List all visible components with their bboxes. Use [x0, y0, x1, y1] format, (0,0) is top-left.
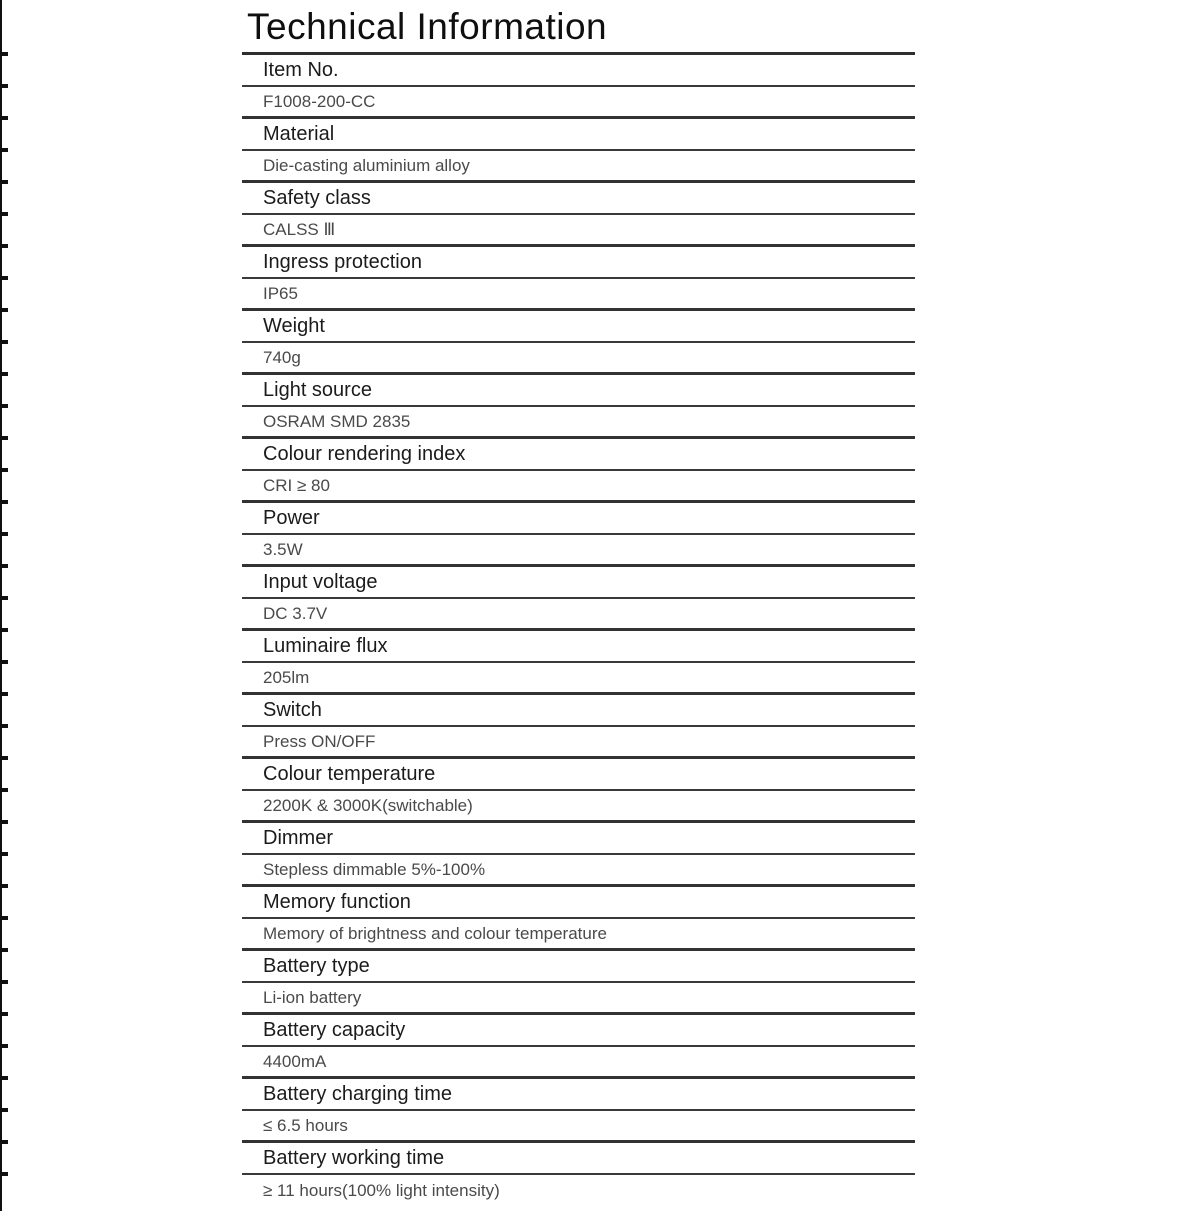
spec-value: ≤ 6.5 hours: [263, 1115, 348, 1135]
spec-value-row: [242, 599, 915, 631]
spec-label-row: [242, 1143, 915, 1175]
spec-label: Ingress protection: [263, 250, 422, 273]
spec-value-row: [242, 1175, 915, 1207]
spec-label-row: [242, 1079, 915, 1111]
spec-label: Switch: [263, 698, 322, 721]
spec-value: DC 3.7V: [263, 603, 328, 623]
spec-label-row: [242, 55, 915, 87]
page-title: Technical Information: [247, 6, 608, 47]
spec-value-row: [242, 1111, 915, 1143]
spec-value: Stepless dimmable 5%-100%: [263, 859, 486, 879]
spec-value: CALSS Ⅲ: [263, 219, 336, 239]
spec-value-row: [242, 791, 915, 823]
spec-value-row: [242, 727, 915, 759]
spec-label: Battery charging time: [263, 1082, 452, 1105]
spec-label: Colour rendering index: [263, 442, 466, 465]
spec-value-row: [242, 87, 915, 119]
spec-label: Input voltage: [263, 570, 378, 593]
spec-label-row: [242, 183, 915, 215]
spec-label-row: [242, 1015, 915, 1047]
spec-value: CRI ≥ 80: [263, 475, 330, 495]
spec-label: Light source: [263, 378, 372, 401]
spec-label: Battery capacity: [263, 1018, 406, 1041]
spec-value-row: [242, 983, 915, 1015]
spec-value: Memory of brightness and colour temperature: [263, 923, 607, 943]
row-tick-marks: [2, 24, 8, 1180]
spec-value-row: [242, 343, 915, 375]
spec-value-row: [242, 535, 915, 567]
spec-label-row: [242, 503, 915, 535]
spec-label-row: [242, 631, 915, 663]
spec-value-row: [242, 1047, 915, 1079]
spec-value: 4400mA: [263, 1051, 327, 1071]
spec-value: ≥ 11 hours(100% light intensity): [263, 1181, 500, 1200]
spec-label-row: [242, 247, 915, 279]
spec-label: Battery type: [263, 954, 370, 977]
spec-value-row: [242, 215, 915, 247]
spec-label: Safety class: [263, 186, 371, 209]
spec-label: Colour temperature: [263, 762, 436, 785]
spec-label-row: [242, 439, 915, 471]
spec-label-row: [242, 375, 915, 407]
spec-value-row: [242, 663, 915, 695]
spec-label-row: [242, 567, 915, 599]
spec-value: Die-casting aluminium alloy: [263, 155, 470, 175]
spec-value: 740g: [263, 347, 301, 367]
spec-label: Material: [263, 122, 335, 145]
spec-label: Memory function: [263, 890, 411, 913]
spec-label: Weight: [263, 314, 325, 337]
spec-label-row: [242, 119, 915, 151]
spec-label-row: [242, 759, 915, 791]
spec-value-row: [242, 919, 915, 951]
spec-value: 2200K & 3000K(switchable): [263, 795, 473, 815]
spec-value: IP65: [263, 283, 298, 303]
spec-label-row: [242, 887, 915, 919]
spec-table: [242, 52, 915, 1207]
spec-label: Luminaire flux: [263, 634, 388, 657]
spec-label-row: [242, 951, 915, 983]
spec-value: 3.5W: [263, 539, 303, 559]
spec-value-row: [242, 279, 915, 311]
spec-value: OSRAM SMD 2835: [263, 411, 411, 431]
spec-value-row: [242, 855, 915, 887]
spec-value: Li-ion battery: [263, 987, 362, 1007]
spec-value-row: [242, 407, 915, 439]
spec-label: Battery working time: [263, 1146, 445, 1169]
spec-value: F1008-200-CC: [263, 91, 376, 111]
spec-label: Dimmer: [263, 826, 333, 849]
spec-label: Item No.: [263, 58, 339, 81]
spec-label-row: [242, 311, 915, 343]
spec-label: Power: [263, 506, 320, 529]
spec-label-row: [242, 695, 915, 727]
spec-label-row: [242, 823, 915, 855]
spec-value: Press ON/OFF: [263, 731, 376, 751]
spec-value-row: [242, 151, 915, 183]
spec-value-row: [242, 471, 915, 503]
spec-value: 205lm: [263, 667, 310, 687]
